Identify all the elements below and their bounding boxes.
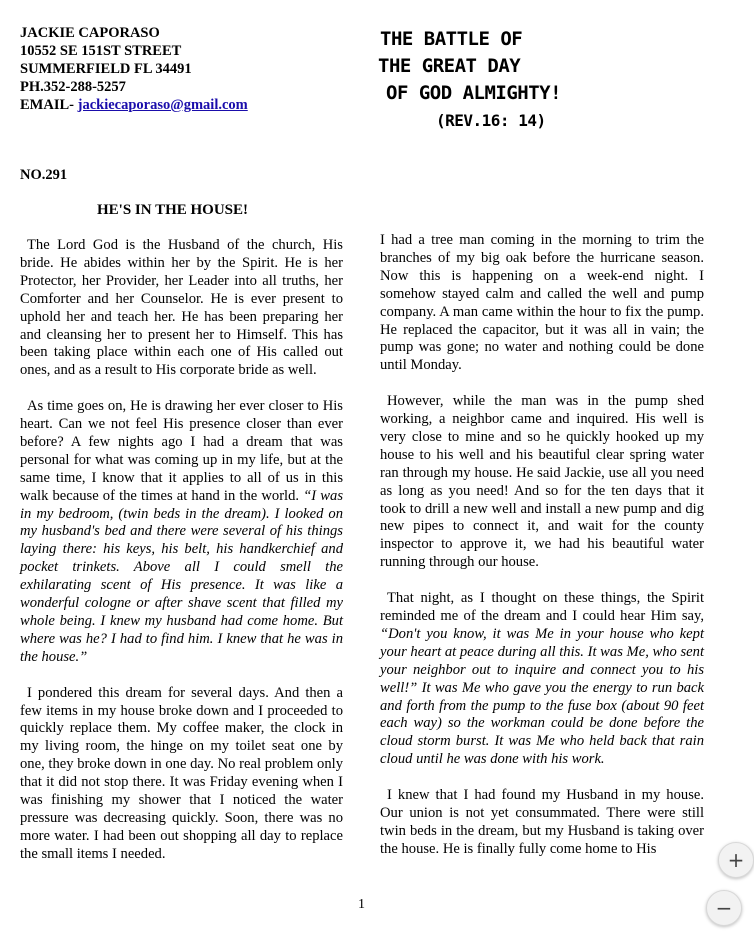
series-title-line-1: THE BATTLE OF — [380, 28, 523, 50]
document-number: NO.291 — [20, 167, 68, 183]
paragraph-text: As time goes on, He is drawing her ever closer to His heart. Can we not feel His presence closer than ever before? A few nights ago I had a dream that was personal for what was coming up in my life, but at the same time, I know that it applies to all of us in this walk because of the times at hand in the world. — [20, 398, 343, 504]
paragraph: The Lord God is the Husband of the church, His bride. He abides within her by the Spirit. He is her Protector, her Provider, her Leader into all truths, her Comforter and her Counselor. He is ever present to uphold her and teach her. He has been preparing her and cleansing her to present her to Himself. This has been taking place within each one of His called out ones, and as a result to His corporate bride as well. — [20, 237, 343, 379]
series-title-line-3: OF GOD ALMIGHTY! — [386, 82, 562, 104]
paragraph: I knew that I had found my Husband in my house. Our union is not yet consummated. There were still twin beds in the dream, but my Husband is taking over the house. He is finally fully come home to His — [380, 787, 704, 857]
author-name: JACKIE CAPORASO — [20, 25, 160, 41]
paragraph: However, while the man was in the pump shed working, a neighbor came and inquired. His well is very close to mine and so he quickly hooked up my house to his well and his beautiful clear spring water ran through my house. He said Jackie, use all you need as long as you need! And so for the ten days that it took to drill a new well and install a new pump and dig new pipes to connect it, and wait for the county inspector to approve it, we had his beautiful water running through our house. — [380, 393, 704, 571]
email-link[interactable]: jackiecaporaso@gmail.com — [77, 97, 248, 113]
author-email-line — [20, 96, 248, 114]
article-heading: HE'S IN THE HOUSE! — [97, 202, 249, 218]
author-address-block — [20, 24, 248, 114]
left-column — [20, 237, 343, 882]
zoom-in-button[interactable] — [718, 842, 754, 878]
paragraph — [20, 398, 343, 667]
zoom-out-button[interactable] — [706, 890, 742, 926]
paragraph: I pondered this dream for several days. And then a few items in my house broke down and I proceeded to quickly replace them. My coffee maker, the clock in my living room, the hinge on my toilet seat one by one, they broke down in one day. No real problem only that it did not stop there. It was Friday evening when I was finishing my shower that I noticed the water pressure was decreasing quickly. Soon, there was no more water. I had been out shopping all day to replace the small items I needed. — [20, 684, 343, 862]
page-number: 1 — [358, 897, 365, 912]
author-phone: PH.352-288-5257 — [20, 79, 126, 95]
right-column — [380, 232, 704, 877]
series-title-line-2: THE GREAT DAY — [378, 55, 521, 77]
email-label: EMAIL- — [20, 97, 78, 113]
paragraph — [380, 590, 704, 769]
spirit-quote: “Don't you know, it was Me in your house who kept your heart at peace during all this. It was Me, who sent your neighbor out to inquire and connect you to his well!” It was Me who gave you the energy to run back and forth from the pump to the fuse box (about 90 feet each way) so the workman could be done before the cloud storm burst. It was Me who held back that rain cloud until he was done with his work. — [380, 625, 704, 768]
author-city: SUMMERFIELD FL 34491 — [20, 61, 192, 77]
plus-icon: + — [727, 848, 745, 872]
author-street: 10552 SE 151ST STREET — [20, 43, 182, 59]
dream-quote: “I was in my bedroom, (twin beds in the dream). I looked on my husband's bed and there were several of his things laying there: his keys, his belt, his handkerchief and pocket trinkets. Above all I could smell the exhilarating scent of His presence. It was like a wonderful cologne or after shave scent that filled my whole being. I knew my husband had come home. But where was he? I had to find him. I knew that he was in the house.” — [20, 487, 343, 665]
minus-icon: − — [715, 896, 733, 920]
series-title — [378, 26, 628, 134]
paragraph: I had a tree man coming in the morning to trim the branches of my big oak before the hurricane season. Now this is happening on a week-end night. I somehow stayed calm and called the well and pump company. A man came within the hour to fix the pump. He replaced the capacitor, but it was all in vain; the pump was gone; no water and nothing could be done until Monday. — [380, 232, 704, 374]
series-title-reference: (REV.16: 14) — [436, 111, 546, 130]
paragraph-text: That night, as I thought on these things, the Spirit reminded me of the dream and I could hear Him say, — [380, 590, 704, 624]
